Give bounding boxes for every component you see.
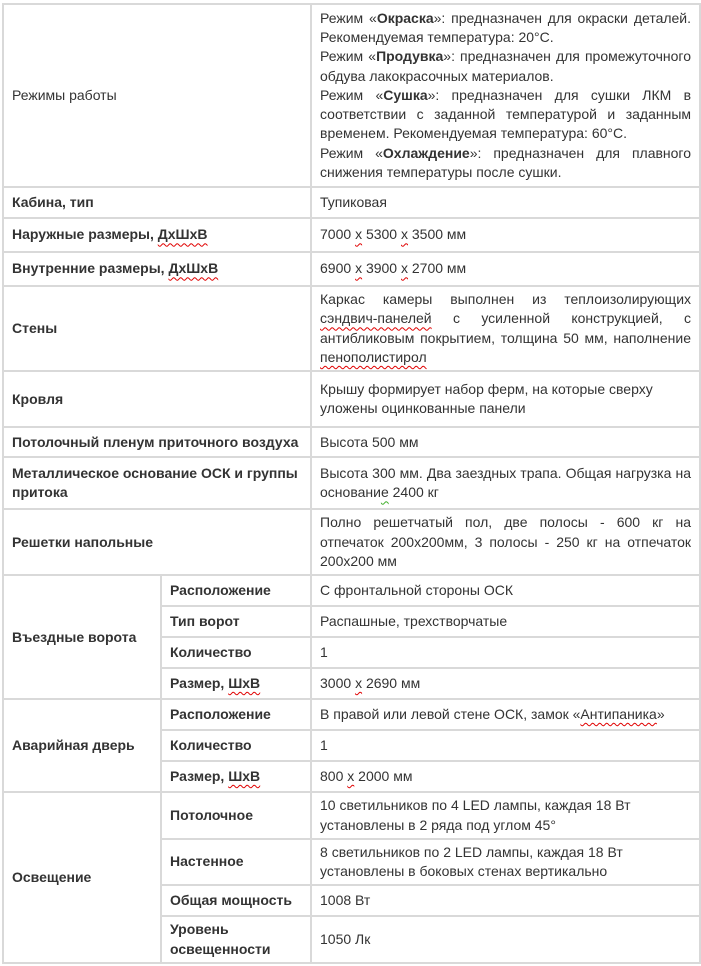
- subrow-label-door-size: Размер, ШхВ: [161, 761, 311, 792]
- row-value-plenum: Высота 500 мм: [311, 427, 700, 457]
- subrow-label-door-count: Количество: [161, 730, 311, 761]
- group-label-lighting: Освещение: [3, 792, 161, 963]
- table-row-light-ceiling: [3, 792, 700, 839]
- row-label-walls: Стены: [3, 286, 311, 371]
- row-value-cabin: Тупиковая: [311, 187, 700, 218]
- subrow-label-gates-type: Тип ворот: [161, 606, 311, 637]
- subrow-label-door-location: Расположение: [161, 699, 311, 730]
- subrow-value-light-level: 1050 Лк: [311, 916, 700, 963]
- table-row-roof: [3, 371, 700, 427]
- subrow-value-gates-count: 1: [311, 637, 700, 668]
- subrow-value-gates-location: С фронтальной стороны ОСК: [311, 575, 700, 606]
- table-row-modes: [3, 4, 700, 187]
- subrow-value-gates-type: Распашные, трехстворчатые: [311, 606, 700, 637]
- subrow-value-light-power: 1008 Вт: [311, 885, 700, 916]
- row-label-cabin: Кабина, тип: [3, 187, 311, 218]
- subrow-value-gates-size: 3000 x 2690 мм: [311, 668, 700, 699]
- table-row-cabin: [3, 187, 700, 218]
- row-label-modes: Режимы работы: [3, 4, 311, 187]
- row-label-inner-size: Внутренние размеры, ДхШхВ: [3, 252, 311, 286]
- spec-table: [2, 3, 701, 964]
- row-value-outer-size: 7000 x 5300 x 3500 мм: [311, 218, 700, 252]
- row-label-grates: Решетки напольные: [3, 509, 311, 575]
- subrow-label-light-ceiling: Потолочное: [161, 792, 311, 839]
- table-row-base: [3, 457, 700, 509]
- subrow-value-light-ceiling: 10 светильников по 4 LED лампы, каждая 18 Вт установлены в 2 ряда под углом 45°: [311, 792, 700, 839]
- table-row-outer-size: [3, 218, 700, 252]
- table-row-door-location: [3, 699, 700, 730]
- subrow-value-door-count: 1: [311, 730, 700, 761]
- subrow-label-gates-size: Размер, ШхВ: [161, 668, 311, 699]
- table-row-plenum: [3, 427, 700, 457]
- row-label-plenum: Потолочный пленум приточного воздуха: [3, 427, 311, 457]
- table-row-gates-location: [3, 575, 700, 606]
- row-value-inner-size: 6900 x 3900 x 2700 мм: [311, 252, 700, 286]
- row-label-roof: Кровля: [3, 371, 311, 427]
- subrow-value-door-location: В правой или левой стене ОСК, замок «Антипаника»: [311, 699, 700, 730]
- group-label-door: Аварийная дверь: [3, 699, 161, 792]
- subrow-label-light-power: Общая мощность: [161, 885, 311, 916]
- subrow-value-door-size: 800 x 2000 мм: [311, 761, 700, 792]
- row-label-base: Металлическое основание ОСК и группы притока: [3, 457, 311, 509]
- subrow-label-gates-location: Расположение: [161, 575, 311, 606]
- group-label-gates: Въездные ворота: [3, 575, 161, 699]
- row-value-modes: Режим «Окраска»: предназначен для окраски деталей. Рекомендуемая температура: 20°C. Режим «Продувка»: предназначен для промежуточного обдува лакокрасочных материалов. Режим «Сушка»: предназначен для сушки ЛКМ в соответствии с заданной температурой и заданным временем. Рекомендуемая температура: 60°C. Режим «Охлаждение»: предназначен для плавного снижения температуры после сушки.: [311, 4, 700, 187]
- table-row-inner-size: [3, 252, 700, 286]
- table-row-grates: [3, 509, 700, 575]
- table-row-walls: [3, 286, 700, 371]
- row-value-walls: Каркас камеры выполнен из теплоизолирующих сэндвич-панелей с усиленной конструкцией, с антибликовым покрытием, толщина 50 мм, наполнение пенополистирол: [311, 286, 700, 371]
- row-value-grates: Полно решетчатый пол, две полосы - 600 кг на отпечаток 200x200мм, 3 полосы - 250 кг на отпечаток 200x200 мм: [311, 509, 700, 575]
- subrow-value-light-wall: 8 светильников по 2 LED лампы, каждая 18 Вт установлены в боковых стенах вертикально: [311, 839, 700, 886]
- row-label-outer-size: Наружные размеры, ДхШхВ: [3, 218, 311, 252]
- row-value-base: Высота 300 мм. Два заездных трапа. Общая нагрузка на основание 2400 кг: [311, 457, 700, 509]
- row-value-roof: Крышу формирует набор ферм, на которые сверху уложены оцинкованные панели: [311, 371, 700, 427]
- subrow-label-light-level: Уровень освещенности: [161, 916, 311, 963]
- subrow-label-gates-count: Количество: [161, 637, 311, 668]
- subrow-label-light-wall: Настенное: [161, 839, 311, 886]
